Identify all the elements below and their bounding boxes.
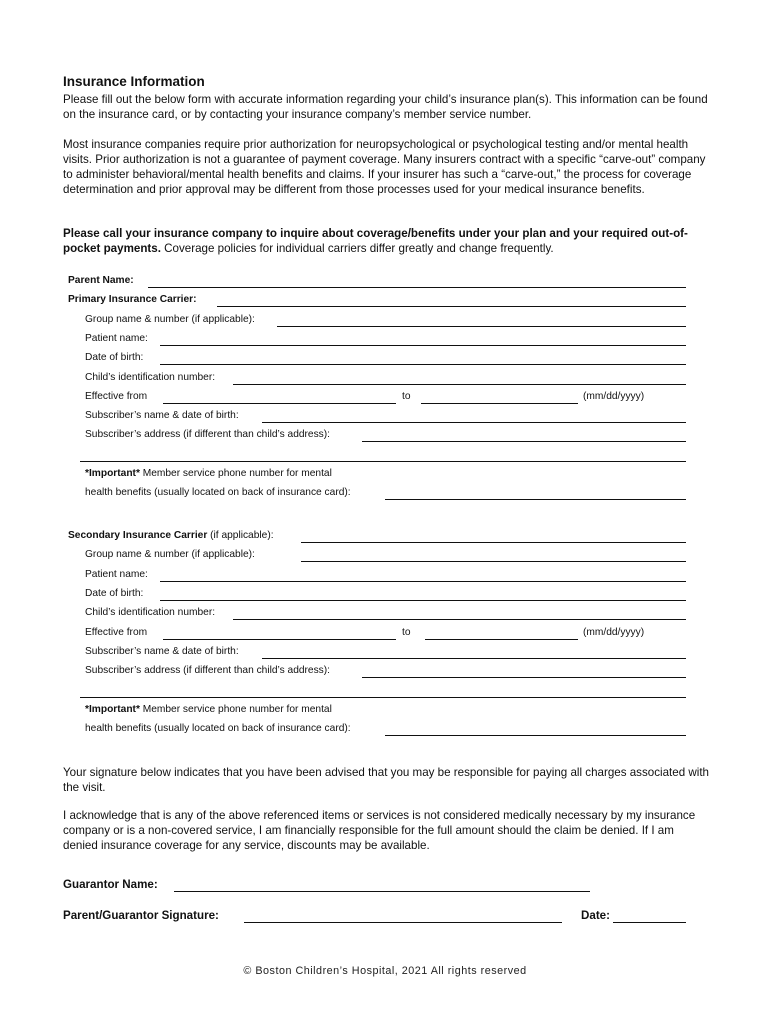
page-title: Insurance Information [63, 74, 205, 89]
secondary-group-label: Group name & number (if applicable): [85, 549, 255, 560]
secondary-important-text [85, 704, 332, 715]
primary-effective-label: Effective from [85, 391, 148, 402]
guarantor-name-label: Guarantor Name: [63, 878, 158, 891]
copyright-footer: © Boston Children’s Hospital, 2021 All rights reserved [243, 965, 527, 977]
primary-dob-label: Date of birth: [85, 352, 144, 363]
date-field[interactable] [613, 922, 686, 923]
secondary-patient-field[interactable] [160, 581, 686, 582]
primary-subscriber-label: Subscriber’s name & date of birth: [85, 410, 239, 421]
secondary-effective-label: Effective from [85, 627, 148, 638]
primary-patient-label: Patient name: [85, 333, 148, 344]
secondary-carrier-field[interactable] [301, 542, 686, 543]
secondary-address-label: Subscriber’s address (if different than child’s address): [85, 665, 331, 676]
primary-dob-field[interactable] [160, 364, 686, 365]
guarantor-signature-field[interactable] [244, 922, 562, 923]
primary-childid-field[interactable] [233, 384, 686, 385]
primary-date-format: (mm/dd/yyyy) [583, 391, 645, 402]
call-note-rest: Coverage policies for individual carriers differ greatly and change frequently. [160, 242, 554, 255]
secondary-phone-label: health benefits (usually located on back of insurance card): [85, 723, 351, 734]
primary-important-text [85, 468, 332, 479]
primary-group-label: Group name & number (if applicable): [85, 314, 255, 325]
secondary-patient-label: Patient name: [85, 569, 148, 580]
secondary-address-field-line2[interactable] [80, 697, 686, 698]
secondary-effective-to-field[interactable] [425, 639, 578, 640]
secondary-important-rest: Member service phone number for mental [139, 704, 332, 715]
signature-note: Your signature below indicates that you have been advised that you may be responsible for paying all charges associated with the visit. [63, 766, 709, 794]
primary-address-label: Subscriber’s address (if different than child’s address): [85, 429, 331, 440]
primary-address-field-line2[interactable] [80, 461, 686, 462]
primary-patient-field[interactable] [160, 345, 686, 346]
secondary-dob-field[interactable] [160, 600, 686, 601]
parent-name-field[interactable] [148, 287, 686, 288]
secondary-dob-label: Date of birth: [85, 588, 144, 599]
primary-subscriber-field[interactable] [262, 422, 686, 423]
primary-phone-field[interactable] [385, 499, 686, 500]
primary-group-field[interactable] [277, 326, 686, 327]
secondary-carrier-note: (if applicable): [207, 530, 274, 541]
secondary-carrier-label [68, 530, 274, 541]
secondary-important-bold: *Important* [85, 704, 140, 715]
intro-paragraph: Please fill out the below form with accurate information regarding your child’s insurance plan(s). This information can be found on the insurance card, or by contacting your insurance company’s member service number. [63, 93, 708, 121]
secondary-effective-from-field[interactable] [163, 639, 396, 640]
secondary-phone-field[interactable] [385, 735, 686, 736]
primary-important-rest: Member service phone number for mental [139, 468, 332, 479]
primary-effective-from-field[interactable] [163, 403, 396, 404]
primary-important-bold: *Important* [85, 468, 140, 479]
primary-to-label: to [402, 391, 411, 402]
primary-address-field[interactable] [362, 441, 686, 442]
secondary-group-field[interactable] [301, 561, 686, 562]
secondary-subscriber-field[interactable] [262, 658, 686, 659]
secondary-childid-label: Child’s identification number: [85, 607, 216, 618]
call-insurance-paragraph [63, 226, 711, 256]
primary-carrier-field[interactable] [217, 306, 686, 307]
primary-phone-label: health benefits (usually located on back of insurance card): [85, 487, 351, 498]
secondary-carrier-heading: Secondary Insurance Carrier [68, 530, 208, 541]
secondary-to-label: to [402, 627, 411, 638]
secondary-address-field[interactable] [362, 677, 686, 678]
parent-name-label: Parent Name: [68, 275, 134, 286]
guarantor-name-field[interactable] [174, 891, 590, 892]
acknowledgement-paragraph: I acknowledge that is any of the above referenced items or services is not considered medically necessary by my insurance company or is a non-covered service, I am financially responsible for the full amount should the claim be denied. If I am denied insurance coverage for any service, discounts may be available. [63, 809, 696, 852]
primary-effective-to-field[interactable] [421, 403, 578, 404]
secondary-childid-field[interactable] [233, 619, 686, 620]
authorization-paragraph: Most insurance companies require prior authorization for neuropsychological or psychological testing and/or mental health visits. Prior authorization is not a guarantee of payment coverage. Many insurers contract with a specific “carve-out” company to administer behavioral/mental health benefits and claims. If your insurer has such a “carve-out,” the process for coverage determination and prior approval may be different from those processes used for your medical insurance benefits. [63, 138, 706, 196]
call-note-bold: Please call your insurance company to inquire about coverage/benefits under your plan and your required out-of-pocket payments. [63, 227, 688, 255]
date-label: Date: [581, 909, 610, 922]
secondary-subscriber-label: Subscriber’s name & date of birth: [85, 646, 239, 657]
secondary-date-format: (mm/dd/yyyy) [583, 627, 645, 638]
primary-childid-label: Child’s identification number: [85, 372, 216, 383]
guarantor-signature-label: Parent/Guarantor Signature: [63, 909, 219, 922]
primary-carrier-label: Primary Insurance Carrier: [68, 294, 197, 305]
